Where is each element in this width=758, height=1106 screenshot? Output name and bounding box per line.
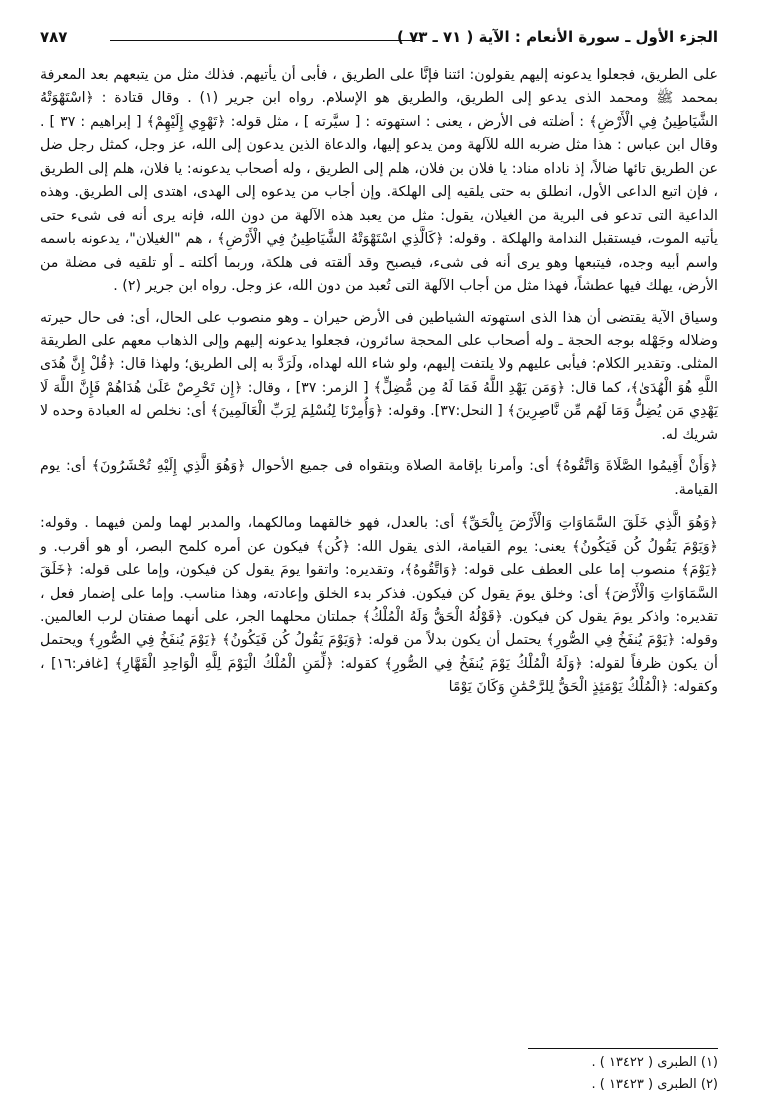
paragraph: ﴿وَهُوَ الَّذِي خَلَقَ السَّمَاوَاتِ وَالْأَرْضَ بِالْحَقِّ﴾ أى: بالعدل، فهو خالقهما ومالكهما، والمدبر لهما ولمن فيهما . وقوله: ﴿وَيَوْمَ يَقُولُ كُن فَيَكُونُ﴾ يعنى: يوم القيامة، الذى يقول الله: ﴿كُن﴾ فيكون عن أمره كلمح البصر، أو هو أقرب. و ﴿يَوْمَ﴾ منصوب إما على العطف على قوله: ﴿وَاتَّقُوهُ﴾، وتقديره: واتقوا يومَ يقول كن فيكون، وإما على قوله: ﴿خَلَقَ السَّمَاوَاتِ وَالْأَرْضَ﴾ أى: وخلق يومَ يقول كن فيكون. فذكر بدء الخلق وإعادته، وهذا مناسب. وإما على إضمار فعل ، تقديره: واذكر يومَ يقول كن فيكون. ﴿قَوْلُهُ الْحَقُّ وَلَهُ الْمُلْكُ﴾ جملتان محلهما الجر، على أنهما صفتان لرب العالمين. وقوله: ﴿يَوْمَ يُنفَخُ فِي الصُّورِ﴾ يحتمل أن يكون بدلاً من قوله: ﴿وَيَوْمَ يَقُولُ كُن فَيَكُونُ﴾ ﴿يَوْمَ يُنفَخُ فِي الصُّورِ﴾ ويحتمل أن يكون ظرفاً لقوله: ﴿وَلَهُ الْمُلْكُ يَوْمَ يُنفَخُ فِي الصُّورِ﴾ كقوله: ﴿لِّمَنِ الْمُلْكُ الْيَوْمَ لِلَّهِ الْوَاحِدِ الْقَهَّارِ﴾ [غافر:١٦] ، وكقوله: ﴿الْمُلْكُ يَوْمَئِذٍ الْحَقُّ لِلرَّحْمَٰنِ وَكَانَ يَوْمًا [40,515,719,696]
footnote: (١) الطبرى ( ١٣٤٢٢ ) . [591,1055,718,1070]
footnote: (٢) الطبرى ( ١٣٤٢٣ ) . [591,1077,718,1092]
paragraph: وسياق الآية يقتضى أن هذا الذى استهوته الشياطين فى الأرض حيران ـ وهو منصوب على الحال، أى: فى حال حيرته وضلاله وجَهْله بوجه الحجة ـ وله أصحاب على المحجة سائرون، فجعلوا يدعونه إليهم وإلى الذهاب معهم على الطريقة المثلى. وتقدير الكلام: فيأبى عليهم ولا يلتفت إليهم، ولو شاء الله لهداه، ولَرَدَّ به إلى الطريق؛ ولهذا قال: ﴿قُلْ إِنَّ هُدَى اللَّهِ هُوَ الْهُدَىٰ﴾، كما قال: ﴿وَمَن يَهْدِ اللَّهُ فَمَا لَهُ مِن مُّضِلٍّ﴾ [ الزمر: ٣٧] ، وقال: ﴿إِن تَحْرِصْ عَلَىٰ هُدَاهُمْ فَإِنَّ اللَّهَ لَا يَهْدِي مَن يُضِلُّ وَمَا لَهُم مِّن نَّاصِرِينَ﴾ [ النحل:٣٧]. وقوله: ﴿وَأُمِرْنَا لِنُسْلِمَ لِرَبِّ الْعَالَمِينَ﴾ أى: نخلص له العبادة وحده لا شريك له. [40,309,719,443]
paragraph: ﴿وَأَنْ أَقِيمُوا الصَّلَاةَ وَاتَّقُوهُ﴾ أى: وأمرنا بإقامة الصلاة وبتقواه فى جميع الأحوال ﴿وَهُوَ الَّذِي إِلَيْهِ تُحْشَرُونَ﴾ أى: يوم القيامة. [40,458,718,498]
footnotes [40,1052,718,1096]
paragraph: على الطريق، فجعلوا يدعونه إليهم يقولون: ائتنا فإنَّا على الطريق ، فأبى أن يأتيهم. فذلك مثل من يتبعهم بعد المعرفة بمحمد ﷺ ومحمد الذى يدعو إلى الطريق، والطريق هو الإسلام. رواه ابن جرير (١) . وقال قتادة : ﴿اسْتَهْوَتْهُ الشَّيَاطِينُ فِي الْأَرْضِ﴾ : أضلته فى الأرض ، يعنى : استهوته : [ سيَّرته ] ، مثل قوله: ﴿تَهْوِي إِلَيْهِمْ﴾ [ إبراهيم : ٣٧ ] . وقال ابن عباس : هذا مثل ضربه الله للآلهة ومن يدعو إليها، والدعاة الذين يدعون إلى الله، عز وجل، كمثل رجل ضل عن الطريق تائها ضالاً، إذ ناداه مناد: يا فلان بن فلان، هلم إلى الطريق ، وله أصحاب يدعونه: يا فلان، هلم إلى الطريق ، فإن اتبع الداعى الأول، انطلق به حتى يلقيه إلى الهلكة. وإن أجاب من يدعوه إلى الهدى، اهتدى إلى الطريق. وهذه الداعية التى تدعو فى البرية من الغيلان، يقول: مثل من يعبد هذه الآلهة من دون الله، فإنه يرى أنه فى شىء حتى يأتيه الموت، فيستقبل الندامة والهلكة . وقوله: ﴿كَالَّذِي اسْتَهْوَتْهُ الشَّيَاطِينُ فِي الْأَرْضِ﴾ ، هم "الغيلان"، يدعونه باسمه واسم أبيه وجده، فيتبعها وهو يرى أنه فى شىء، فيصبح وقد ألقته فى هلكة، وربما أكلته ـ أو تلقيه فى مضلة من الأرض، يهلك فيها عطشاً، فهذا مثل من أجاب الآلهة التى تُعبد من دون الله، عز وجل. رواه ابن جرير (٢) . [40,67,719,295]
page-body [40,64,718,700]
page-number: ٧٨٧ [40,28,68,46]
header-rule [110,40,420,41]
header-title: الجزء الأول ـ سورة الأنعام : الآية ( ٧١ ـ ٧٣ ) [397,28,718,46]
running-header [40,26,718,50]
footnote-rule [528,1048,718,1049]
